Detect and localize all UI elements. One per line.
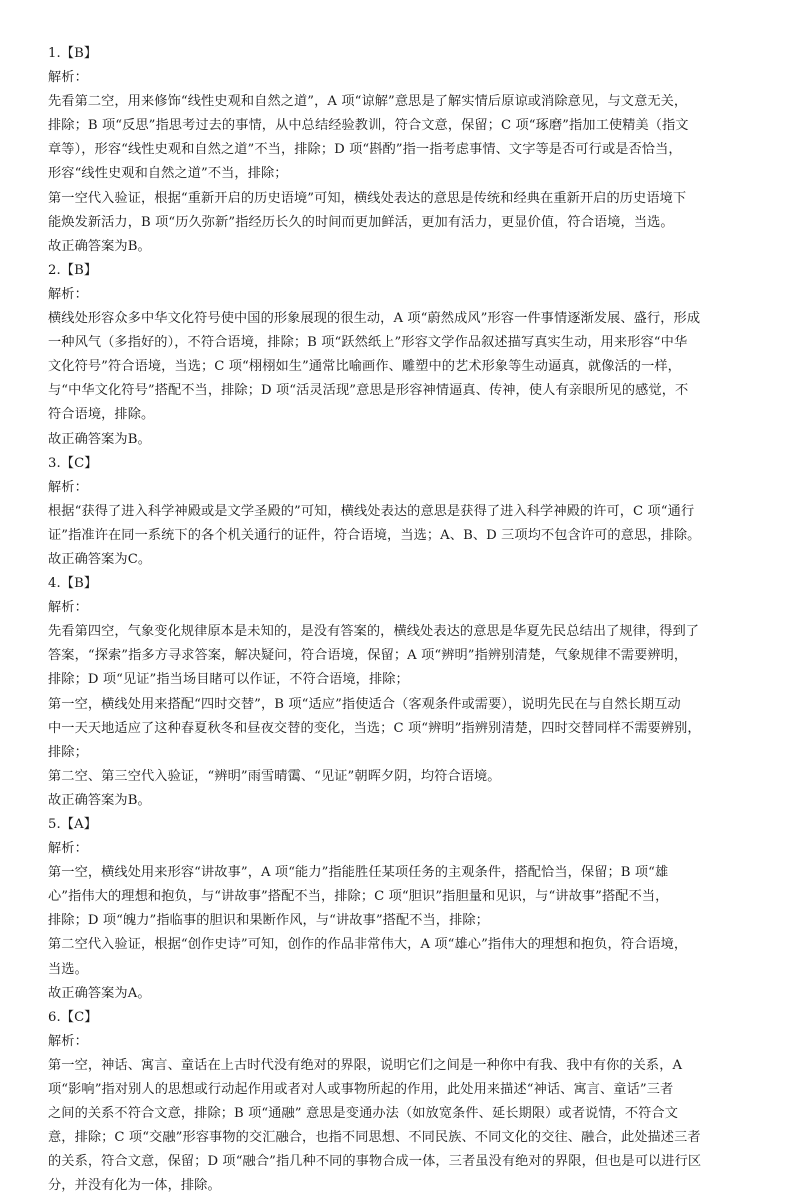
text-line: 之间的关系不符合文意，排除；B 项“通融” 意思是变通办法（如放宽条件、延长期限）或者说情，不符合文 (48, 1106, 678, 1122)
text-line: 横线处形容众多中华文化符号使中国的形象展现的很生动，A 项“蔚然成风”形容一件事情逐渐发展、盛行，形成 (48, 311, 701, 327)
text-line: 排除；B 项“反思”指思考过去的事情，从中总结经验教训，符合文意，保留；C 项“琢磨”指加工使精美（指文 (48, 118, 689, 134)
text-line: 故正确答案为A。 (48, 985, 151, 1001)
text-line: 排除；D 项“魄力”指临事的胆识和果断作风，与“讲故事”搭配不当，排除； (48, 913, 489, 929)
text-line: 3.【C】 (48, 455, 98, 471)
text-line: 符合语境，排除。 (48, 407, 155, 423)
text-line: 证”指准许在同一系统下的各个机关通行的证件，符合语境，当选；A、B、D 三项均不包含许可的意思，排除。 (48, 527, 701, 543)
text-line: 第一空，横线处用来搭配“四时交替”，B 项“适应”指使适合（客观条件或需要），说明先民在与自然长期互动 (48, 696, 681, 712)
text-line: 意，排除；C 项“交融”形容事物的交汇融合，也指不同思想、不同民族、不同文化的交往、融合，此处描述三者 (48, 1130, 701, 1146)
answer-document (48, 42, 760, 1199)
text-line: 第二空代入验证，根据“创作史诗”可知，创作的作品非常伟大，A 项“雄心”指伟大的理想和抱负，符合语境， (48, 937, 688, 953)
text-line: 4.【B】 (48, 576, 98, 592)
text-line: 心”指伟大的理想和抱负，与“讲故事”搭配不当，排除；C 项“胆识”指胆量和见识，与“讲故事”搭配不当， (48, 889, 669, 905)
text-line: 排除； (48, 744, 88, 760)
text-line: 解析： (48, 70, 88, 86)
text-line: 分，并没有化为一体，排除。 (48, 1178, 221, 1194)
text-line: 形容“线性史观和自然之道”不当，排除； (48, 166, 288, 182)
text-line: 项“影响”指对别人的思想或行动起作用或者对人或事物所起的作用，此处用来描述“神话、寓言、童话”三者 (48, 1082, 674, 1098)
text-line: 与“中华文化符号”搭配不当，排除；D 项“活灵活现”意思是形容神情逼真、传神，使人有亲眼所见的感觉，不 (48, 383, 689, 399)
text-line: 5.【A】 (48, 817, 97, 832)
text-line: 根据“获得了进入科学神殿或是文学圣殿的”可知，横线处表达的意思是获得了进入科学神殿的许可，C 项“通行 (48, 503, 695, 519)
text-line: 第一空代入验证，根据“重新开启的历史语境”可知，横线处表达的意思是传统和经典在重新开启的历史语境下 (48, 190, 687, 206)
text-line: 解析： (48, 479, 88, 495)
text-line: 解析： (48, 600, 88, 616)
text-line: 解析： (48, 286, 88, 302)
text-line: 第一空，神话、寓言、童话在上古时代没有绝对的界限，说明它们之间是一种你中有我、我中有你的关系，A (48, 1057, 683, 1073)
text-line: 章等），形容“线性史观和自然之道”不当，排除；D 项“斟酌”指一指考虑事情、文字等是否可行或是否恰当， (48, 142, 682, 158)
text-line: 2.【B】 (48, 262, 98, 278)
text-line: 故正确答案为B。 (48, 792, 151, 808)
text-line: 故正确答案为C。 (48, 551, 152, 567)
text-line: 能焕发新活力，B 项“历久弥新”指经历长久的时间而更加鲜活，更加有活力，更显价值，符合语境，当选。 (48, 214, 674, 230)
text-line: 解析： (48, 1033, 88, 1049)
text-line: 1.【B】 (48, 46, 98, 61)
text-line: 先看第四空，气象变化规律原本是未知的，是没有答案的，横线处表达的意思是华夏先民总结出了规律，得到了 (48, 624, 700, 640)
text-line: 文化符号”符合语境，当选；C 项“栩栩如生”通常比喻画作、雕塑中的艺术形象等生动逼真，就像活的一样， (48, 359, 681, 375)
text-line: 中一天天地适应了这种春夏秋冬和昼夜交替的变化，当选；C 项“辨明”指辨别清楚，四时交替同样不需要辨别， (48, 720, 701, 736)
text-line: 6.【C】 (48, 1009, 98, 1025)
text-line: 故正确答案为B。 (48, 238, 151, 254)
text-line: 排除；D 项“见证”指当场目睹可以作证，不符合语境，排除； (48, 672, 409, 688)
text-line: 当选。 (48, 961, 88, 977)
text-line: 一种风气（多指好的），不符合语境，排除；B 项“跃然纸上”形容文学作品叙述描写真实生动，用来形容“中华 (48, 335, 688, 351)
text-line: 解析： (48, 841, 88, 857)
text-line: 答案，“探索”指多方寻求答案，解决疑问，符合语境，保留；A 项“辨明”指辨别清楚，气象规律不需要辨明， (48, 648, 688, 664)
text-line: 先看第二空，用来修饰“线性史观和自然之道”，A 项“谅解”意思是了解实情后原谅或消除意见，与文意无关， (48, 94, 688, 110)
text-line: 第二空、第三空代入验证，“辨明”雨雪晴霭、“见证”朝晖夕阴，均符合语境。 (48, 768, 501, 784)
text-line: 的关系，符合文意，保留；D 项“融合”指几种不同的事物合成一体，三者虽没有绝对的界限，但也是可以进行区 (48, 1154, 702, 1170)
text-line: 第一空，横线处用来形容“讲故事”，A 项“能力”指能胜任某项任务的主观条件，搭配恰当，保留；B 项“雄 (48, 865, 669, 881)
text-line: 故正确答案为B。 (48, 431, 151, 447)
